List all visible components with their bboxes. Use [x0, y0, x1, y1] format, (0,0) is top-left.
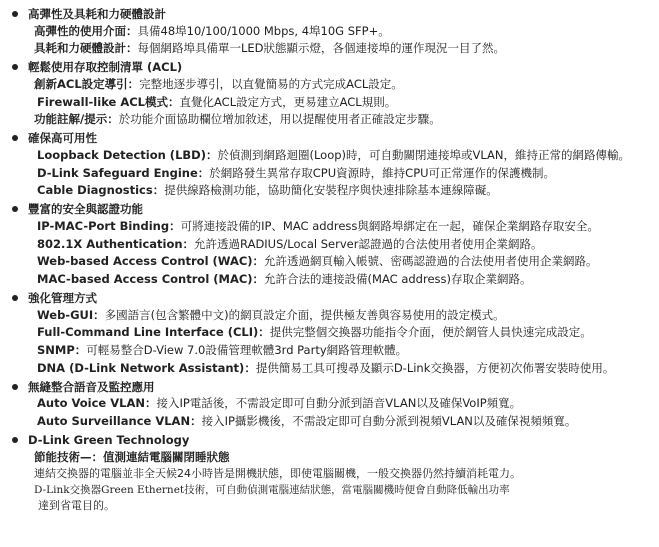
section-heading [12, 58, 653, 76]
section-green-technology [12, 431, 653, 514]
feature-line [12, 23, 653, 41]
feature-key: MAC-based Access Control (MAC)： [37, 272, 265, 287]
feature-key: Full-Command Line Interface (CLI)： [37, 325, 270, 340]
section-heading [12, 129, 653, 147]
section-title: D-Link Green Technology [28, 432, 190, 447]
feature-line [12, 94, 653, 112]
feature-key: D-Link Safeguard Engine： [37, 165, 210, 180]
feature-key: Web-based Access Control (WAC)： [37, 254, 265, 269]
feature-text: 多國語言(包含繁體中文)的網頁設定介面，提供極友善與容易使用的設定模式。 [104, 307, 505, 322]
section-title: 豐富的安全與認證功能 [28, 201, 143, 216]
section-title: 確保高可用性 [28, 130, 97, 145]
feature-line [12, 395, 653, 413]
feature-text: 提供線路檢測功能，協助簡化安裝程序與快速排除基本連線障礙。 [164, 183, 498, 198]
feature-text: 提供簡易工具可搜尋及顯示D-Link交換器，方便初次佈署安裝時使用。 [255, 360, 615, 375]
section-title: 強化管理方式 [28, 290, 97, 305]
feature-key: 創新ACL設定導引： [34, 76, 140, 91]
feature-text: 允許透過網頁輸入帳號、密碼認證過的合法使用者使用企業網路。 [264, 254, 598, 269]
feature-key: 節能技術—：值測連結電腦關閉睡狀態 [34, 449, 230, 464]
section-hardware [12, 5, 653, 58]
feature-text: 完整地逐步導引，以直覺簡易的方式完成ACL設定。 [139, 76, 403, 91]
feature-line [12, 236, 653, 254]
section-title: 無縫整合語音及監控應用 [28, 379, 155, 394]
feature-line [12, 165, 653, 183]
feature-text: 於偵測到網路迴圈(Loop)時，可自動關閉連接埠或VLAN，維持正常的網路傳輸。 [217, 147, 631, 162]
section-heading [12, 200, 653, 218]
section-security [12, 200, 653, 289]
feature-text: 提供完整個交換器功能指令介面，便於網管人員快速完成設定。 [269, 325, 592, 340]
section-heading [12, 431, 653, 449]
feature-line [12, 271, 653, 289]
section-heading [12, 289, 653, 307]
bullet-icon [12, 135, 18, 141]
section-acl [12, 58, 653, 129]
feature-key: Auto Voice VLAN： [37, 396, 157, 411]
feature-line [12, 218, 653, 236]
feature-line [12, 76, 653, 94]
feature-text: 可將連接設備的IP、MAC address與網路埠綁定在一起，確保企業網路存取安全。 [180, 218, 599, 233]
bullet-icon [12, 437, 18, 443]
section-availability [12, 129, 653, 200]
feature-text: 允許透過RADIUS/Local Server認證過的合法使用者使用企業網路。 [194, 236, 543, 251]
feature-key: Loopback Detection (LBD)： [37, 147, 218, 162]
feature-key: SNMP： [37, 343, 87, 358]
feature-line [12, 253, 653, 271]
feature-key: DNA (D-Link Network Assistant)： [37, 360, 256, 375]
feature-line [12, 449, 653, 467]
description-line: 達到省電目的。 [38, 499, 115, 513]
feature-key: 功能註解/提示： [34, 112, 119, 127]
bullet-icon [12, 64, 18, 70]
section-management [12, 289, 653, 378]
feature-key: 具耗和力硬體設計： [34, 41, 138, 56]
section-heading [12, 5, 653, 23]
feature-key: Web-GUI： [37, 307, 105, 322]
feature-text: 每個網路埠具備單一LED狀態顯示燈，各個連接埠的運作現況一目了然。 [137, 41, 506, 56]
feature-text: 允許合法的連接設備(MAC address)存取企業網路。 [264, 272, 532, 287]
feature-key: 高彈性的使用介面： [34, 23, 138, 38]
feature-line [12, 324, 653, 342]
section-heading [12, 378, 653, 396]
feature-line [12, 360, 653, 378]
feature-line [12, 40, 653, 58]
feature-key: Firewall-like ACL模式： [37, 94, 180, 109]
section-voice-surveillance [12, 378, 653, 431]
feature-line [12, 111, 653, 129]
feature-text: 於功能介面協助欄位增加敘述，用以提醒使用者正確設定步驟。 [118, 112, 441, 127]
feature-text: 接入IP攝影機後，不需設定即可自動分派到視頻VLAN以及確保視頻頻寬。 [201, 414, 577, 429]
feature-key: IP-MAC-Port Binding： [37, 218, 181, 233]
feature-text: 於網路發生異常存取CPU資源時，維持CPU可正常運作的保護機制。 [209, 165, 556, 180]
feature-text: 直覺化ACL設定方式，更易建立ACL規則。 [179, 94, 397, 109]
feature-key: Auto Surveillance VLAN： [37, 414, 202, 429]
feature-line [12, 342, 653, 360]
bullet-icon [12, 384, 18, 390]
feature-line [12, 182, 653, 200]
feature-line [12, 413, 653, 431]
bullet-icon [12, 11, 18, 17]
feature-line [12, 147, 653, 165]
section-title: 高彈性及具耗和力硬體設計 [28, 6, 166, 21]
section-title: 輕鬆使用存取控制清單 (ACL) [28, 59, 183, 74]
feature-key: 802.1X Authentication： [37, 236, 195, 251]
bullet-icon [12, 206, 18, 212]
feature-text: 可輕易整合D-View 7.0設備管理軟體3rd Party網路管理軟體。 [86, 343, 408, 358]
feature-line [12, 307, 653, 325]
description-line: 連結交換器的電腦並非全天候24小時皆是開機狀態，即使電腦關機，一般交換器仍然持續消耗電力。 [34, 467, 521, 481]
bullet-icon [12, 295, 18, 301]
feature-text: 接入IP電話後，不需設定即可自動分派到語音VLAN以及確保VoIP頻寬。 [156, 396, 522, 411]
description-line: D-Link交換器Green Ethernet技術，可自動偵測電腦連結狀態，當電腦關機時便會自動降低輸出功率 [34, 484, 510, 497]
feature-text: 具備48埠10/100/1000 Mbps, 4埠10G SFP+。 [137, 23, 390, 38]
feature-key: Cable Diagnostics： [37, 183, 165, 198]
